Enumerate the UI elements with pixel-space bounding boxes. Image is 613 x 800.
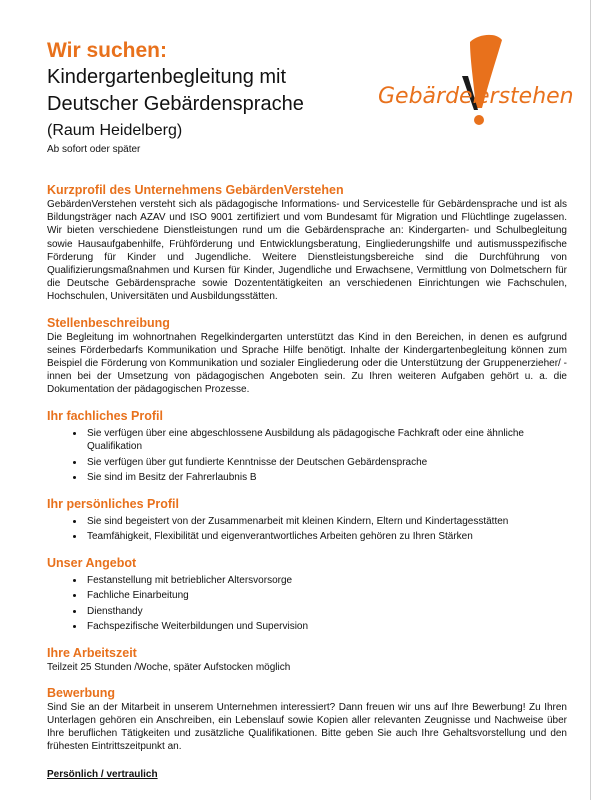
list-item: • Sie verfügen über gut fundierte Kenntnisse der Deutschen Gebärdensprache — [85, 456, 567, 470]
section-heading-kurzprofil: Kurzprofil des Unternehmens GebärdenVerstehen — [47, 183, 344, 197]
list-item: • Festanstellung mit betrieblicher Altersvorsorge — [85, 574, 567, 588]
list-item: • Sie sind im Besitz der Fahrerlaubnis B — [85, 471, 567, 485]
list-fachlich — [47, 427, 567, 485]
list-item: • Sie sind begeistert von der Zusammenarbeit mit kleinen Kindern, Eltern und Kindertagesstätten — [85, 515, 567, 529]
list-item: • Fachspezifische Weiterbildungen und Supervision — [85, 620, 567, 634]
page-edge-line — [590, 0, 591, 800]
section-heading-angebot: Unser Angebot — [47, 555, 137, 570]
section-heading-fachlich: Ihr fachliches Profil — [47, 408, 164, 423]
section-text-arbeitszeit: Teilzeit 25 Stunden /Woche, später Aufstocken möglich — [47, 661, 291, 673]
list-item: • Sie verfügen über eine abgeschlossene Ausbildung als pädagogische Fachkraft oder eine ähnliche Qualifikation — [85, 427, 567, 454]
section-text-kurzprofil: GebärdenVerstehen versteht sich als pädagogische Informations- und Servicestelle für Gebärdensprache und ist als Bildungsträger nach AZAV und ISO 9001 zertifiziert und vom Bundesamt für Migration und Flüchtlinge zugelassen. Wir bieten verschiedene Dienstleistungen rund um die Gebärdensprache an: Kindergarten- und Schulbegleitung sowie Hausaufgabenhilfe, Frühförderung und Entwicklungsberatung, Eingliederungshilfe und autismusspezifische Förderung für Kinder und Jugendliche. Weitere Dienstleistungsbereiche sind die Durchführung von Qualifizierungsmaßnahmen und Kursen für Kinder, Jugendliche und Erwachsene, Vermittlung von Dolmetschern für die Deutsche Gebärdensprache sowie Dozententätigkeiten an verschiedenen Einrichtungen wie Fachschulen, Hochschulen, Universitäten und Ausbildungsstätten. — [47, 199, 567, 303]
list-item: • Diensthandy — [85, 605, 567, 619]
section-text-stelle: Die Begleitung im wohnortnahen Regelkindergarten unterstützt das Kind in den Bereichen, in denen es aufgrund seines Förderbedarfs Kommunikation und Sprache Hilfe benötigt. Inhalte der Kindergartenbegleitung können zum Beispiel die Förderung von Kommunikation und sozialer Eingliederung oder die Unterstützung der Gruppenerzieher/ -innen bei der Umsetzung von pädagogischen Angeboten sein. Zu Ihren weiteren Aufgaben gehört u. a. die Dokumentation der pädagogischen Prozesse. — [47, 331, 567, 396]
list-item: • Teamfähigkeit, Flexibilität und eigenverantwortliches Arbeiten gehören zu Ihren Stärken — [85, 530, 567, 544]
job-posting — [47, 38, 567, 780]
section-heading-bewerbung: Bewerbung — [47, 685, 116, 700]
logo-text-right: erstehen — [476, 84, 574, 109]
region: (Raum Heidelberg) — [47, 122, 183, 139]
title-line-1: Kindergartenbegleitung mit — [47, 66, 287, 88]
section-text-bewerbung: Sind Sie an der Mitarbeit in unserem Unternehmen interessiert? Dann freuen wir uns auf Ihre Bewerbung! Zu Ihren Unterlagen gehören ein Anschreiben, ein Lebenslauf sowie Kopien aller relevanten Zeugnisse und Nachweise über Ihre beruflichen Tätigkeiten und zusätzliche Qualifikationen. Bitte geben Sie auch Ihre Gehaltsvorstellung und den frühesten Eintrittszeitpunkt an. — [47, 701, 567, 753]
headline: Wir suchen: — [47, 39, 167, 62]
list-item: • Fachliche Einarbeitung — [85, 589, 567, 603]
list-angebot — [47, 574, 567, 634]
list-persoenlich — [47, 515, 567, 544]
start-date: Ab sofort oder später — [47, 144, 141, 155]
section-heading-stelle: Stellenbeschreibung — [47, 315, 170, 330]
confidential-note: Persönlich / vertraulich — [47, 768, 158, 780]
section-heading-arbeitszeit: Ihre Arbeitszeit — [47, 645, 137, 660]
logo-text-left: Gebärden — [378, 84, 487, 109]
title-line-2: Deutscher Gebärdensprache — [47, 93, 304, 115]
section-heading-persoenlich: Ihr persönliches Profil — [47, 496, 179, 511]
